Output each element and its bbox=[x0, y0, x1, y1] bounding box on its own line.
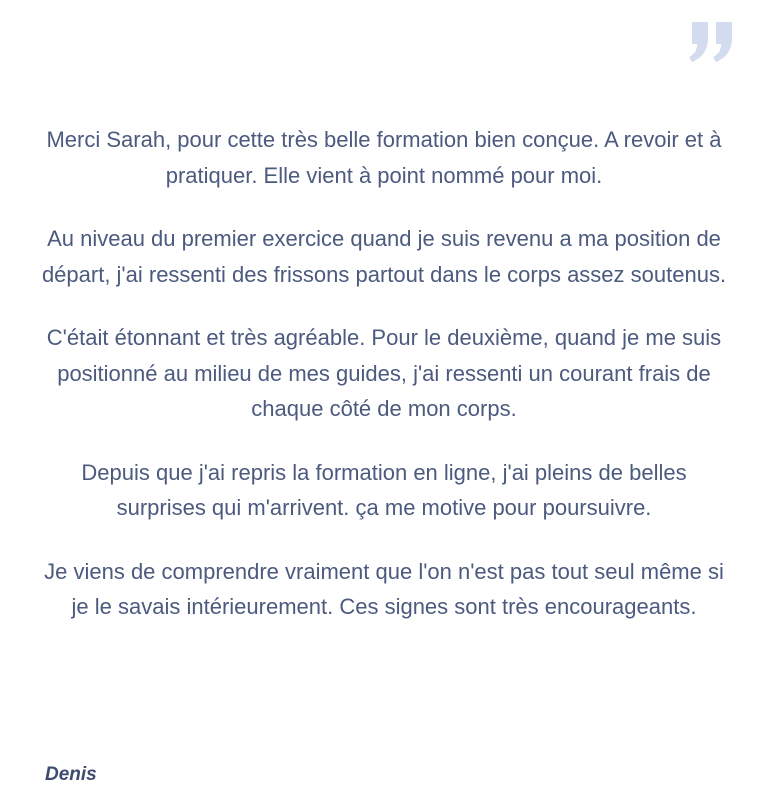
testimonial-author: Denis bbox=[45, 764, 97, 785]
testimonial-paragraph: Merci Sarah, pour cette très belle formation bien conçue. A revoir et à pratiquer. Elle vient à point nommé pour moi. bbox=[46, 127, 722, 188]
testimonial-paragraph: Au niveau du premier exercice quand je suis revenu a ma position de départ, j'ai ressenti des frissons partout dans le corps assez soutenus. bbox=[41, 226, 727, 287]
testimonial-text bbox=[40, 122, 728, 653]
testimonial-paragraph: Je viens de comprendre vraiment que l'on n'est pas tout seul même si je le savais intérieurement. Ces signes sont très encourageants. bbox=[44, 558, 724, 619]
testimonial-paragraph: C'était étonnant et très agréable. Pour le deuxième, quand je me suis positionné au milieu de mes guides, j'ai ressenti un courant frais de chaque côté de mon corps. bbox=[46, 325, 722, 421]
closing-quote-icon bbox=[686, 18, 738, 66]
testimonial-paragraph: Depuis que j'ai repris la formation en ligne, j'ai pleins de belles surprises qui m'arrivent. ça me motive pour poursuivre. bbox=[81, 459, 687, 520]
